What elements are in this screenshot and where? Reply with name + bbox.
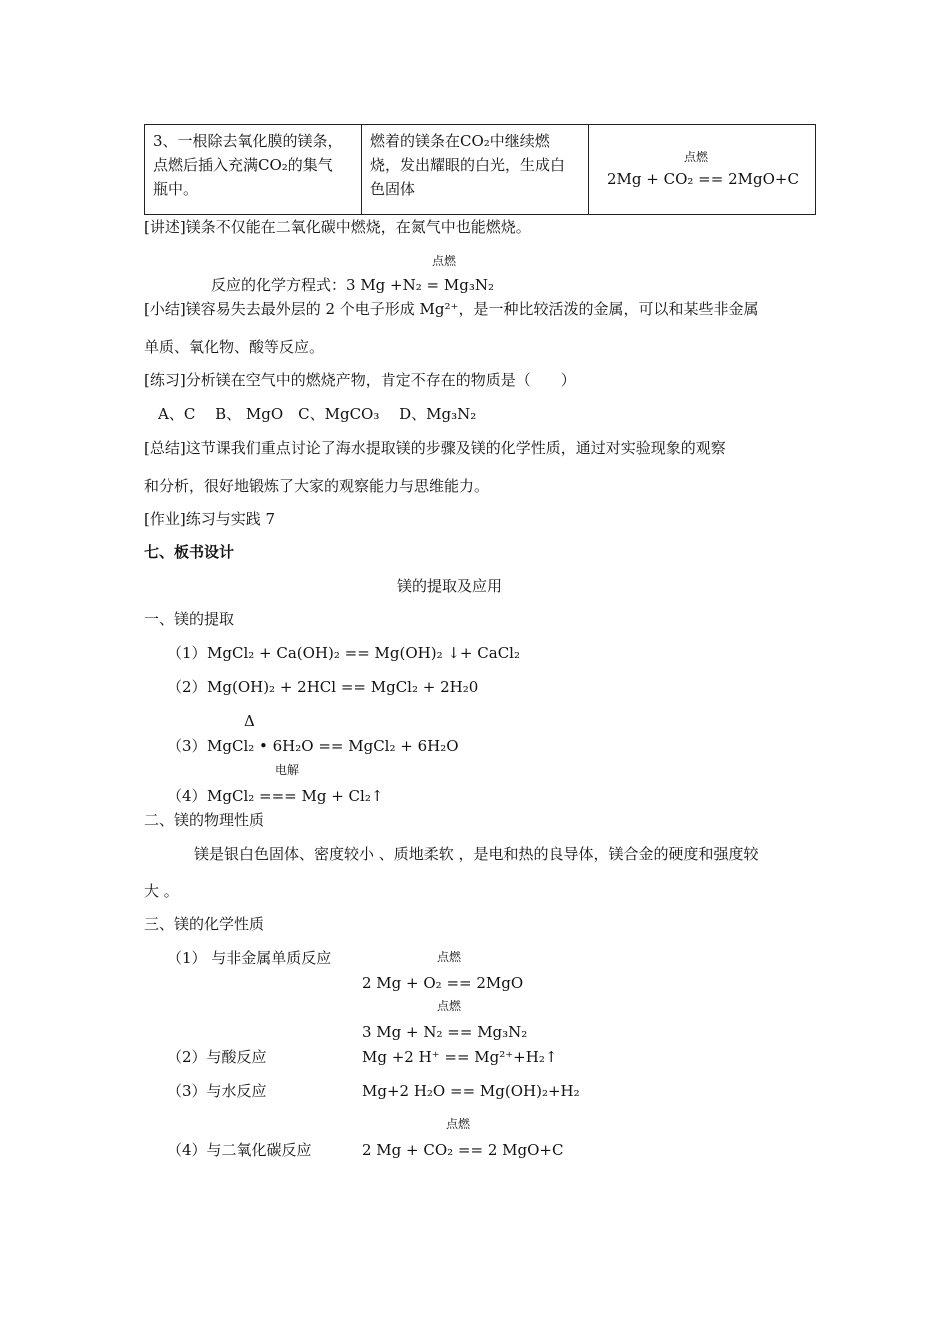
subsection-heading: 一、镁的提取: [144, 610, 235, 628]
chemical-equation: MgCl₂ === Mg + Cl₂↑: [207, 787, 384, 805]
table-cell-equation: [589, 125, 816, 215]
chemical-equation: MgCl₂ • 6H₂O == MgCl₂ + 6H₂O: [207, 737, 459, 755]
chemical-equation: 2Mg + CO₂ == 2MgO+C: [607, 170, 799, 188]
summary-line: [小结]镁容易失去最外层的 2 个电子形成 Mg²⁺，是一种比较活泼的金属，可以和某些非金属: [144, 300, 759, 318]
board-title: 镁的提取及应用: [397, 577, 503, 595]
summary-line: 单质、氧化物、酸等反应。: [144, 338, 325, 356]
chemical-equation: 2 Mg + O₂ == 2MgO: [362, 974, 524, 992]
table-text: 点燃后插入充满CO₂的集气: [153, 156, 333, 174]
table-text: 色固体: [370, 180, 416, 198]
equation-label: 反应的化学方程式：: [211, 276, 347, 294]
table-cell-procedure: [145, 125, 362, 215]
subsection-heading: 二、镁的物理性质: [144, 811, 265, 829]
reaction-type-label: （2）与酸反应: [167, 1048, 267, 1066]
step-number: （1）: [167, 644, 207, 662]
conclusion-line: 和分析，很好地锻炼了大家的观察能力与思维能力。: [144, 477, 490, 495]
chemical-equation: 3 Mg + N₂ == Mg₃N₂: [362, 1023, 528, 1041]
chemical-equation: Mg+2 H₂O == Mg(OH)₂+H₂: [362, 1082, 580, 1100]
chemical-equation: 3 Mg +N₂ = Mg₃N₂: [346, 276, 494, 294]
conclusion-line: [总结]这节课我们重点讨论了海水提取镁的步骤及镁的化学性质，通过对实验现象的观察: [144, 439, 726, 457]
subsection-heading: 三、镁的化学性质: [144, 915, 265, 933]
table-text: 3、一根除去氧化膜的镁条，: [153, 132, 343, 150]
reaction-condition: 点燃: [437, 999, 462, 1013]
reaction-condition: 点燃: [684, 150, 709, 164]
table-text: 瓶中。: [153, 180, 199, 198]
chemical-equation: 2 Mg + CO₂ == 2 MgO+C: [362, 1141, 564, 1159]
section-heading: 七、板书设计: [144, 543, 235, 561]
reaction-condition: 点燃: [446, 1117, 471, 1131]
equation-line: [211, 276, 494, 294]
reaction-type-label: （1） 与非金属单质反应: [167, 949, 332, 967]
step-number: （3）: [167, 737, 207, 755]
table-cell-phenomenon: [362, 125, 589, 215]
reaction-condition: 电解: [275, 763, 300, 777]
step-number: （2）: [167, 678, 207, 696]
table-text: 烧，发出耀眼的白光，生成白: [370, 156, 566, 174]
experiment-table: [144, 124, 816, 215]
chemical-equation: Mg(OH)₂ + 2HCl == MgCl₂ + 2H₂0: [207, 678, 479, 696]
reaction-condition: Δ: [244, 712, 255, 730]
reaction-type-label: （4）与二氧化碳反应: [167, 1141, 312, 1159]
reaction-type-label: （3）与水反应: [167, 1082, 267, 1100]
reaction-condition: 点燃: [437, 950, 462, 964]
lecture-text: [讲述]镁条不仅能在二氧化碳中燃烧，在氮气中也能燃烧。: [144, 218, 531, 236]
physical-property-line: 大 。: [144, 882, 179, 900]
reaction-condition: 点燃: [432, 254, 457, 268]
chemical-equation: Mg +2 H⁺ == Mg²⁺+H₂↑: [362, 1048, 558, 1066]
chemical-equation: MgCl₂ + Ca(OH)₂ == Mg(OH)₂ ↓+ CaCl₂: [207, 644, 520, 662]
exercise-question: [练习]分析镁在空气中的燃烧产物，肯定不存在的物质是（ ）: [144, 371, 576, 389]
physical-property-line: 镁是银白色固体、密度较小 、质地柔软 ，是电和热的良导体，镁合金的硬度和强度较: [194, 845, 759, 863]
step-number: （4）: [167, 787, 207, 805]
homework-text: [作业]练习与实践 7: [144, 510, 276, 528]
exercise-options: A、C B、 MgO C、MgCO₃ D、Mg₃N₂: [158, 405, 477, 423]
table-text: 燃着的镁条在CO₂中继续燃: [370, 132, 550, 150]
